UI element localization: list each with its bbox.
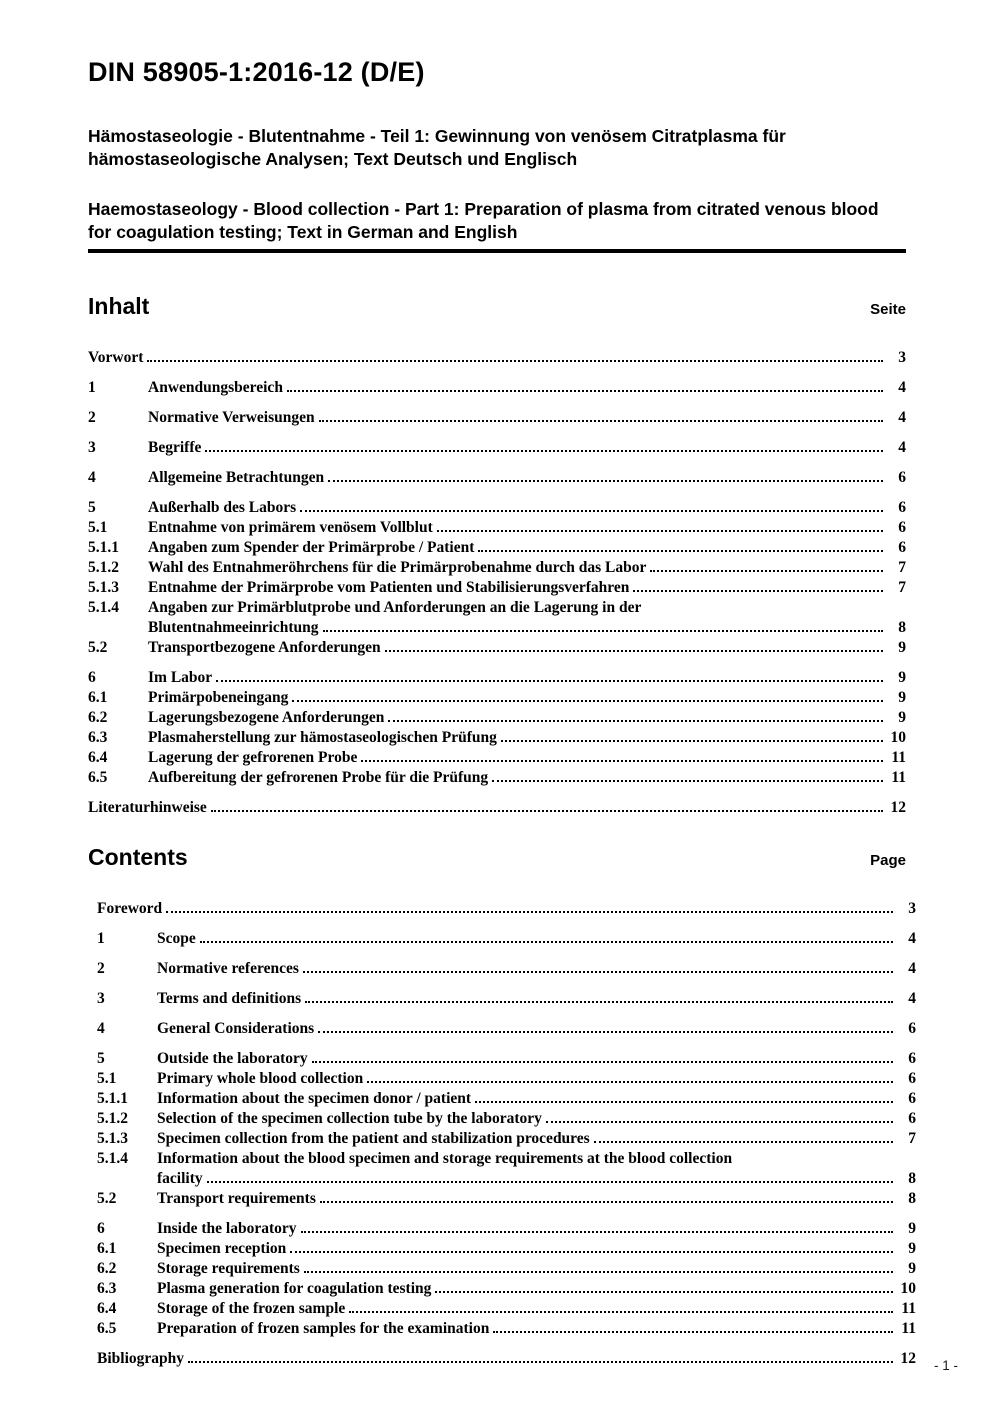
toc-entry xyxy=(88,408,906,428)
toc-entry-title: Blutentnahmeeinrichtung xyxy=(148,619,319,637)
toc-entry xyxy=(88,638,906,658)
toc-entry-title: Information about the specimen donor / patient xyxy=(157,1090,472,1108)
toc-entry-number: 6.1 xyxy=(88,689,108,707)
toc-entry xyxy=(88,598,906,618)
toc-entry xyxy=(97,959,916,979)
toc-entry-title: Entnahme der Primärprobe vom Patienten und Stabilisierungsverfahren xyxy=(148,579,630,597)
toc-entry-page: 7 xyxy=(908,1130,916,1148)
toc-entry xyxy=(97,1239,916,1259)
toc-entry-page: 9 xyxy=(898,689,906,707)
toc-entry-page: 6 xyxy=(908,1070,916,1088)
toc-entry-number: 5.2 xyxy=(88,639,108,657)
toc-entry-page: 6 xyxy=(898,539,906,557)
toc-entry xyxy=(97,1259,916,1279)
toc-entry-page: 6 xyxy=(908,1090,916,1108)
title-english: Haemostaseology - Blood collection - Part 1: Preparation of plasma from citrated venous blood for coagulation testing; Text in German and English xyxy=(88,199,879,243)
toc-entry-number: 5.1 xyxy=(88,519,108,537)
toc-entry-number: 3 xyxy=(97,990,105,1008)
toc-entry xyxy=(97,1279,916,1299)
toc-entry-title: Normative references xyxy=(157,960,299,978)
toc-entry-title: Outside the laboratory xyxy=(157,1050,308,1068)
toc-entry-page: 6 xyxy=(908,1020,916,1038)
toc-entry xyxy=(88,748,906,768)
toc-entry xyxy=(88,498,906,518)
toc-entry xyxy=(97,1129,916,1149)
toc-entry-page: 6 xyxy=(908,1110,916,1128)
toc-entry-number: 6.2 xyxy=(88,709,108,727)
toc-entry xyxy=(97,1149,916,1169)
toc-entry-page: 9 xyxy=(908,1220,916,1238)
toc-entry-page: 12 xyxy=(900,1350,916,1368)
toc-german-header xyxy=(88,293,906,320)
toc-entry xyxy=(88,558,906,578)
toc-entry-page: 7 xyxy=(898,579,906,597)
toc-entry-page: 4 xyxy=(898,409,906,427)
dot-leader xyxy=(166,911,893,913)
toc-entry-title: Transportbezogene Anforderungen xyxy=(148,639,381,657)
dot-leader xyxy=(388,720,883,722)
toc-entry-page: 9 xyxy=(908,1260,916,1278)
toc-entry-title: Aufbereitung der gefrorenen Probe für die Prüfung xyxy=(148,769,489,787)
toc-entry-number: 1 xyxy=(88,379,96,397)
toc-entry-number: 5.1.4 xyxy=(88,599,119,617)
toc-entry-title: Foreword xyxy=(97,900,163,918)
toc-entry-title: Begriffe xyxy=(148,439,202,457)
toc-entry-number: 6.1 xyxy=(97,1240,117,1258)
dot-leader xyxy=(290,1251,893,1253)
dot-leader xyxy=(437,530,883,532)
toc-entry-continuation xyxy=(88,618,906,638)
dot-leader xyxy=(287,390,883,392)
toc-english-page-label: Page xyxy=(870,852,906,870)
dot-leader xyxy=(492,780,883,782)
toc-entry-number: 6 xyxy=(97,1220,105,1238)
toc-entry-page: 4 xyxy=(898,439,906,457)
toc-entry-number: 6.5 xyxy=(88,769,108,787)
toc-entry-number: 5.1.1 xyxy=(88,539,119,557)
toc-entry xyxy=(88,668,906,688)
dot-leader xyxy=(301,1231,894,1233)
dot-leader xyxy=(478,550,883,552)
toc-entry-number: 5.1.2 xyxy=(88,559,119,577)
toc-entry-title: Information about the blood specimen and storage requirements at the blood collection xyxy=(157,1150,733,1168)
toc-entry-page: 7 xyxy=(898,559,906,577)
toc-entry-page: 4 xyxy=(908,930,916,948)
toc-entry-title: Storage requirements xyxy=(157,1260,300,1278)
dot-leader xyxy=(328,480,883,482)
toc-entry-page: 6 xyxy=(908,1050,916,1068)
toc-entry-title: Scope xyxy=(157,930,196,948)
toc-german-page-label: Seite xyxy=(870,301,906,319)
dot-leader xyxy=(319,420,883,422)
dot-leader xyxy=(300,510,883,512)
toc-entry-title: Primary whole blood collection xyxy=(157,1070,364,1088)
toc-entry xyxy=(88,438,906,458)
dot-leader xyxy=(435,1291,893,1293)
toc-entry xyxy=(97,899,916,919)
toc-entry xyxy=(88,728,906,748)
toc-entry-page: 6 xyxy=(898,499,906,517)
toc-entry-title: Angaben zur Primärblutprobe und Anforderungen an die Lagerung in der xyxy=(148,599,642,617)
dot-leader xyxy=(147,360,883,362)
toc-entry-page: 9 xyxy=(908,1240,916,1258)
toc-entry xyxy=(88,378,906,398)
toc-entry-title: Preparation of frozen samples for the examination xyxy=(157,1320,490,1338)
toc-entry-title: Angaben zum Spender der Primärprobe / Patient xyxy=(148,539,475,557)
dot-leader xyxy=(385,650,883,652)
toc-entry-page: 12 xyxy=(890,799,906,817)
toc-entry-number: 6.4 xyxy=(97,1300,117,1318)
toc-entry xyxy=(88,348,906,368)
toc-entry-title: Vorwort xyxy=(88,349,144,367)
toc-entry-page: 11 xyxy=(891,769,906,787)
dot-leader xyxy=(312,1061,893,1063)
toc-entry-title: Storage of the frozen sample xyxy=(157,1300,346,1318)
dot-leader xyxy=(292,700,883,702)
toc-entry-number: 2 xyxy=(88,409,96,427)
toc-entry xyxy=(97,1089,916,1109)
dot-leader xyxy=(650,570,883,572)
toc-entry xyxy=(97,989,916,1009)
toc-entry-number: 1 xyxy=(97,930,105,948)
toc-entry xyxy=(97,1189,916,1209)
toc-entry-title: Selection of the specimen collection tube by the laboratory xyxy=(157,1110,542,1128)
dot-leader xyxy=(501,740,883,742)
toc-entry-page: 10 xyxy=(900,1280,916,1298)
toc-entry xyxy=(88,688,906,708)
toc-entry-title: Inside the laboratory xyxy=(157,1220,297,1238)
toc-entry xyxy=(97,1019,916,1039)
dot-leader xyxy=(323,630,883,632)
toc-entry xyxy=(88,768,906,788)
toc-entry-page: 6 xyxy=(898,519,906,537)
dot-leader xyxy=(594,1141,893,1143)
toc-entry-number: 5 xyxy=(97,1050,105,1068)
toc-entry-page: 10 xyxy=(890,729,906,747)
toc-entry-number: 5.1.1 xyxy=(97,1090,128,1108)
toc-entry-page: 3 xyxy=(898,349,906,367)
toc-entry-page: 8 xyxy=(908,1170,916,1188)
toc-german-heading: Inhalt xyxy=(88,293,150,320)
dot-leader xyxy=(633,590,883,592)
toc-entry-number: 5.1 xyxy=(97,1070,117,1088)
dot-leader xyxy=(304,1271,893,1273)
toc-entry-title: Plasma generation for coagulation testing xyxy=(157,1280,432,1298)
toc-entry-number: 6.4 xyxy=(88,749,108,767)
toc-entry-number: 6.3 xyxy=(88,729,108,747)
title-divider xyxy=(88,249,906,253)
toc-entry-number: 5 xyxy=(88,499,96,517)
toc-entry-number: 5.2 xyxy=(97,1190,117,1208)
toc-entry-number: 6.5 xyxy=(97,1320,117,1338)
toc-entry-title: Lagerung der gefrorenen Probe xyxy=(148,749,358,767)
page-number-footer: - 1 - xyxy=(933,1358,958,1373)
toc-english-entries xyxy=(88,899,916,1369)
dot-leader xyxy=(211,810,883,812)
dot-leader xyxy=(200,941,893,943)
toc-entry-page: 4 xyxy=(908,990,916,1008)
toc-entry-title: Allgemeine Betrachtungen xyxy=(148,469,325,487)
toc-entry-number: 4 xyxy=(97,1020,105,1038)
toc-entry-title: Außerhalb des Labors xyxy=(148,499,297,517)
toc-entry-page: 9 xyxy=(898,709,906,727)
toc-entry-title: Plasmaherstellung zur hämostaseologischen Prüfung xyxy=(148,729,497,747)
toc-entry-title: Specimen reception xyxy=(157,1240,287,1258)
toc-entry-page: 8 xyxy=(908,1190,916,1208)
toc-entry-page: 9 xyxy=(898,669,906,687)
toc-entry-page: 11 xyxy=(901,1300,916,1318)
toc-entry xyxy=(88,518,906,538)
toc-german-entries xyxy=(88,348,906,818)
toc-entry-title: Entnahme von primärem venösem Vollblut xyxy=(148,519,433,537)
toc-entry xyxy=(97,1049,916,1069)
toc-entry xyxy=(88,538,906,558)
toc-entry-title: Im Labor xyxy=(148,669,213,687)
toc-entry-number: 3 xyxy=(88,439,96,457)
toc-entry xyxy=(88,798,906,818)
toc-entry-number: 6 xyxy=(88,669,96,687)
toc-entry-page: 9 xyxy=(898,639,906,657)
toc-entry-continuation xyxy=(97,1169,916,1189)
toc-entry-title: facility xyxy=(157,1170,203,1188)
dot-leader xyxy=(303,971,893,973)
toc-entry-page: 8 xyxy=(898,619,906,637)
toc-entry-title: Normative Verweisungen xyxy=(148,409,315,427)
toc-entry-number: 5.1.3 xyxy=(97,1130,128,1148)
toc-entry xyxy=(97,1349,916,1369)
toc-entry xyxy=(88,578,906,598)
dot-leader xyxy=(207,1181,893,1183)
dot-leader xyxy=(188,1361,893,1363)
toc-entry xyxy=(97,1109,916,1129)
document-page xyxy=(88,0,916,1369)
dot-leader xyxy=(367,1081,893,1083)
dot-leader xyxy=(216,680,883,682)
toc-entry-title: Terms and definitions xyxy=(157,990,302,1008)
toc-entry xyxy=(97,1319,916,1339)
toc-entry-page: 4 xyxy=(898,379,906,397)
toc-entry-page: 3 xyxy=(908,900,916,918)
toc-entry-number: 4 xyxy=(88,469,96,487)
dot-leader xyxy=(320,1201,893,1203)
doc-number: DIN 58905-1:2016-12 (D/E) xyxy=(88,57,425,87)
toc-entry-title: General Considerations xyxy=(157,1020,315,1038)
toc-entry-title: Lagerungsbezogene Anforderungen xyxy=(148,709,385,727)
toc-entry xyxy=(97,1069,916,1089)
toc-entry xyxy=(97,1219,916,1239)
dot-leader xyxy=(305,1001,893,1003)
toc-entry-page: 11 xyxy=(901,1320,916,1338)
toc-entry-title: Literaturhinweise xyxy=(88,799,207,817)
title-german: Hämostaseologie - Blutentnahme - Teil 1: Gewinnung von venösem Citratplasma für hämostaseologische Analysen; Text Deutsch und Englisch xyxy=(88,126,786,170)
toc-english-heading: Contents xyxy=(88,844,188,871)
dot-leader xyxy=(493,1331,893,1333)
toc-entry xyxy=(97,1299,916,1319)
dot-leader xyxy=(349,1311,893,1313)
toc-entry-page: 6 xyxy=(898,469,906,487)
toc-entry-title: Anwendungsbereich xyxy=(148,379,283,397)
toc-entry-page: 11 xyxy=(891,749,906,767)
toc-entry-number: 6.3 xyxy=(97,1280,117,1298)
toc-entry-number: 5.1.2 xyxy=(97,1110,128,1128)
toc-entry-title: Primärpobeneingang xyxy=(148,689,289,707)
toc-entry-number: 2 xyxy=(97,960,105,978)
dot-leader xyxy=(546,1121,893,1123)
dot-leader xyxy=(361,760,883,762)
toc-entry-number: 6.2 xyxy=(97,1260,117,1278)
toc-english-header xyxy=(88,844,906,871)
toc-entry xyxy=(88,708,906,728)
toc-entry xyxy=(88,468,906,488)
toc-entry-title: Transport requirements xyxy=(157,1190,316,1208)
toc-entry-title: Bibliography xyxy=(97,1350,184,1368)
toc-entry-number: 5.1.4 xyxy=(97,1150,128,1168)
toc-entry-title: Specimen collection from the patient and stabilization procedures xyxy=(157,1130,590,1148)
toc-entry-number: 5.1.3 xyxy=(88,579,119,597)
dot-leader xyxy=(318,1031,893,1033)
toc-entry-title: Wahl des Entnahmeröhrchens für die Primärprobenahme durch das Labor xyxy=(148,559,647,577)
dot-leader xyxy=(205,450,883,452)
dot-leader xyxy=(475,1101,893,1103)
toc-entry xyxy=(97,929,916,949)
toc-entry-page: 4 xyxy=(908,960,916,978)
